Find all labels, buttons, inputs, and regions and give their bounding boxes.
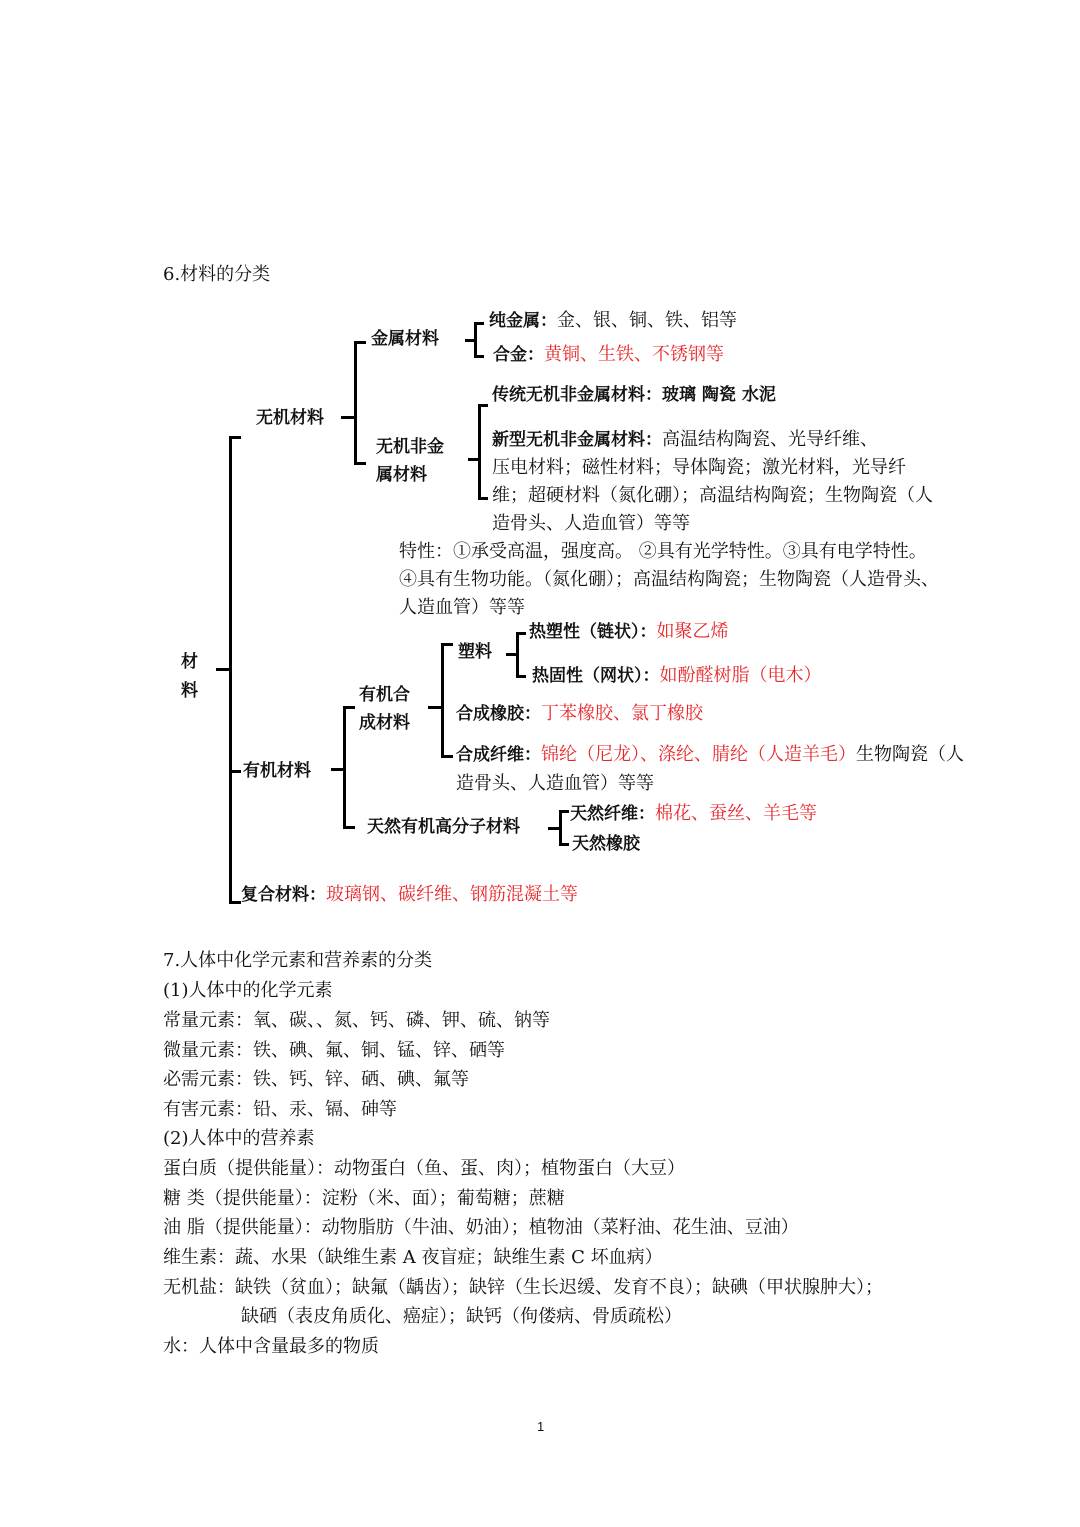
properties-line: 特性：①承受高温，强度高。 ②具有光学特性。③具有电学特性。 [399,541,927,562]
alloy-label: 合金： [493,345,544,365]
thermoset-row [532,664,822,688]
pure-metal-value: 金、银、铜、铁、铝等 [557,310,737,331]
natural-fiber-label: 天然纤维： [570,804,655,824]
alloy-row [493,343,724,367]
thermoset-label: 热固性（网状）： [532,666,660,686]
section-7-title: 7.人体中化学元素和营养素的分类 [163,950,433,971]
thermoset-value: 如酚醛树脂（电木） [659,665,822,686]
nutrient-line: 维生素：蔬、水果（缺维生素 A 夜盲症；缺维生素 C 坏血病） [163,1247,663,1268]
traditional-nonmetal: 传统无机非金属材料：玻璃 陶瓷 水泥 [492,385,776,405]
root-node-char1: 材 [181,652,198,672]
subsection-elements-title: (1)人体中的化学元素 [163,980,333,1001]
synthetic-fiber-value: 锦纶（尼龙）、涤纶、腈纶（人造羊毛） [541,744,856,765]
thermoplastic-row [529,620,729,644]
composite-value: 玻璃钢、碳纤维、钢筋混凝土等 [326,884,578,905]
synthetic-fiber-label: 合成纤维： [456,745,541,765]
natural-fiber-row [570,802,817,826]
composite-label: 复合材料： [241,885,326,905]
thermoplastic-value: 如聚乙烯 [656,621,729,642]
new-nonmetal-line: 高温结构陶瓷、光导纤维、 [662,429,878,450]
synthetic-fiber-line2: 造骨头、人造血管）等等 [456,773,654,794]
new-nonmetal-line: 压电材料；磁性材料；导体陶瓷；激光材料，光导纤 [492,457,906,478]
composite-row [241,883,578,907]
alloy-value: 黄铜、生铁、不锈钢等 [544,344,724,365]
metal-node: 金属材料 [371,329,439,349]
page-number: 1 [537,1419,545,1434]
nonmetal-node-line1: 无机非金 [376,437,444,457]
natural-rubber: 天然橡胶 [572,834,640,854]
nutrient-line: 糖 类（提供能量）：淀粉（米、面）；葡萄糖；蔗糖 [163,1188,565,1209]
synthetic-rubber-row [456,702,703,726]
element-line: 微量元素：铁、碘、氟、铜、锰、锌、硒等 [163,1040,505,1061]
plastic-node: 塑料 [458,642,492,662]
element-line: 常量元素：氧、碳、、氮、钙、磷、钾、硫、钠等 [163,1010,550,1031]
inorganic-node: 无机材料 [256,408,324,428]
synthetic-fiber-row [456,743,964,767]
synthetic-rubber-label: 合成橡胶： [456,704,541,724]
element-line: 必需元素：铁、钙、锌、硒、碘、氟等 [163,1069,469,1090]
nutrient-line: 水：人体中含量最多的物质 [163,1336,379,1357]
new-nonmetal-line: 维；超硬材料（氮化硼）；高温结构陶瓷；生物陶瓷（人 [492,485,933,506]
element-line: 有害元素：铅、汞、镉、砷等 [163,1099,397,1120]
thermoplastic-label: 热塑性（链状）： [529,622,657,642]
pure-metal-row [489,309,737,333]
subsection-nutrients-title: (2)人体中的营养素 [163,1128,315,1149]
new-nonmetal-row [492,428,878,452]
synthetic-node-line1: 有机合 [359,685,410,705]
organic-node: 有机材料 [243,761,311,781]
nutrient-line: 缺硒（表皮角质化、癌症）；缺钙（佝偻病、骨质疏松） [241,1306,682,1327]
properties-line: ④具有生物功能。（氮化硼）；高温结构陶瓷；生物陶瓷（人造骨头、 [399,569,939,590]
synthetic-rubber-value: 丁苯橡胶、氯丁橡胶 [541,703,703,724]
nutrient-line: 蛋白质（提供能量）：动物蛋白（鱼、蛋、肉）；植物蛋白（大豆） [163,1158,685,1179]
synthetic-node-line2: 成材料 [359,713,410,733]
nutrient-line: 油 脂（提供能量）：动物脂肪（牛油、奶油）；植物油（菜籽油、花生油、豆油） [163,1217,799,1238]
root-node-char2: 料 [181,681,198,701]
nonmetal-node-line2: 属材料 [376,465,427,485]
new-nonmetal-label: 新型无机非金属材料： [492,430,662,450]
pure-metal-label: 纯金属： [489,311,557,331]
properties-line: 人造血管）等等 [399,597,525,618]
natural-fiber-value: 棉花、蚕丝、羊毛等 [655,803,817,824]
section-6-title: 6.材料的分类 [163,264,271,285]
natural-polymer-node: 天然有机高分子材料 [367,817,520,837]
synthetic-fiber-tail: 生物陶瓷（人 [856,744,964,765]
new-nonmetal-line: 造骨头、人造血管）等等 [492,513,690,534]
nutrient-line: 无机盐：缺铁（贫血）；缺氟（龋齿）；缺锌（生长迟缓、发育不良）；缺碘（甲状腺肿大）； [163,1277,883,1298]
